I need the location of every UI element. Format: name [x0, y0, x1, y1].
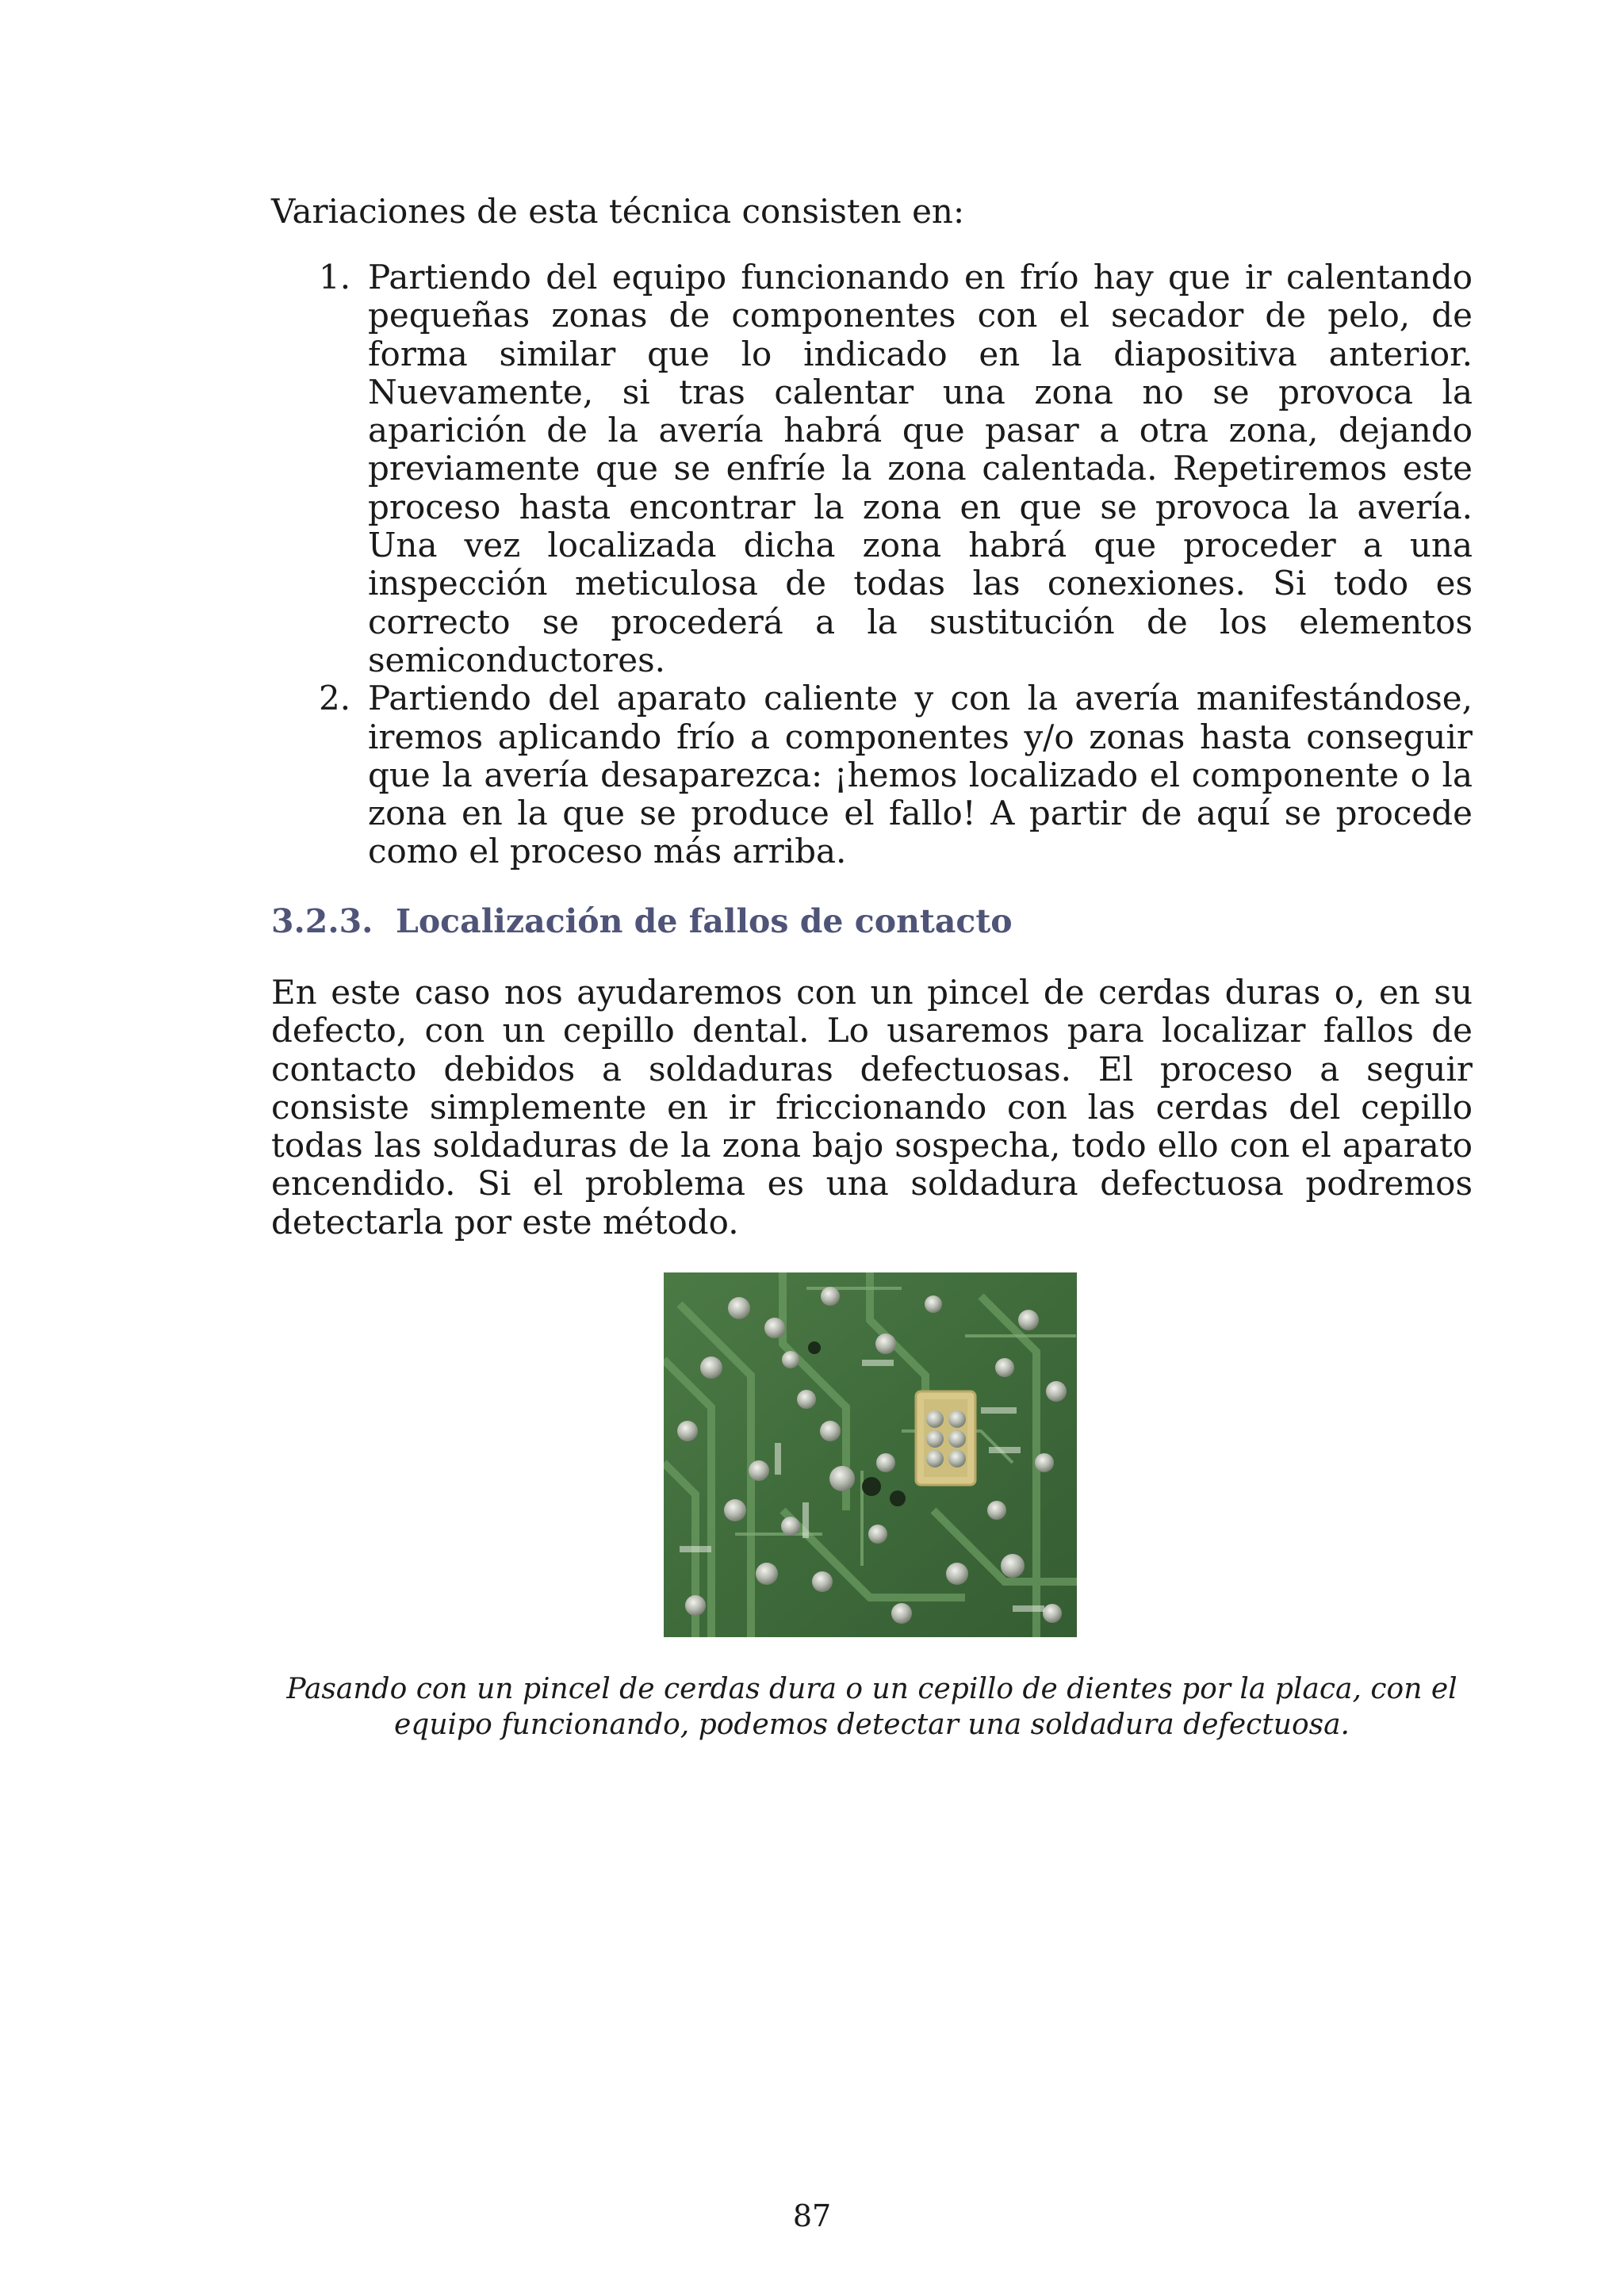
- page-number: 87: [792, 2198, 832, 2233]
- intro-text: Variaciones de esta técnica consisten en:: [271, 192, 965, 231]
- figure-caption: Pasando con un pincel de cerdas dura o un cepillo de dientes por la placa, con el equipo funcionando, podemos detectar una soldadura defectuosa.: [286, 1673, 1457, 1741]
- list-item-text: Partiendo del equipo funcionando en frío hay que ir calentando pequeñas zonas de componentes con el secador de pelo, de forma similar que lo indicado en la diapositiva anterior. Nuevamente, si tras calentar una zona no se provoca la aparición de la avería habrá que pasar a otra zona, dejando previamente que se enfríe la zona calentada. Repetiremos este proceso hasta encontrar la zona en que se provoca la avería. Una vez localizada dicha zona habrá que proceder a una inspección meticulosa de todas las conexiones. Si todo es correcto se procederá a la sustitución de los elementos semiconductores.: [368, 258, 1473, 679]
- section-heading: [271, 902, 1473, 940]
- section-number: 3.2.3.: [271, 902, 373, 940]
- list-item-text: Partiendo del aparato caliente y con la avería manifestándose, iremos aplicando frío a componentes y/o zonas hasta conseguir que la avería desaparezca: ¡hemos localizado el componente o la zona en la que se produce el fallo! A partir de aquí se procede como el proceso más arriba.: [368, 679, 1473, 871]
- section-title: Localización de fallos de contacto: [396, 902, 1013, 940]
- circuit-board-photo: [664, 1272, 1077, 1637]
- body-paragraph: En este caso nos ayudaremos con un pincel de cerdas duras o, en su defecto, con un cepillo dental. Lo usaremos para localizar fallos de contacto debidos a soldaduras defectuosas. El proceso a seguir consiste simplemente en ir friccionando con las cerdas del cepillo todas las soldaduras de la zona bajo sospecha, todo ello con el aparato encendido. Si el problema es una soldadura defectuosa podremos detectarla por este método.: [271, 973, 1473, 1242]
- list-item: [271, 679, 1473, 871]
- list-item-number: 2.: [319, 679, 351, 718]
- list-item: [271, 258, 1473, 679]
- variations-list: [271, 258, 1473, 871]
- list-item-number: 1.: [319, 258, 351, 297]
- circuit-board-illustration: [664, 1272, 1077, 1637]
